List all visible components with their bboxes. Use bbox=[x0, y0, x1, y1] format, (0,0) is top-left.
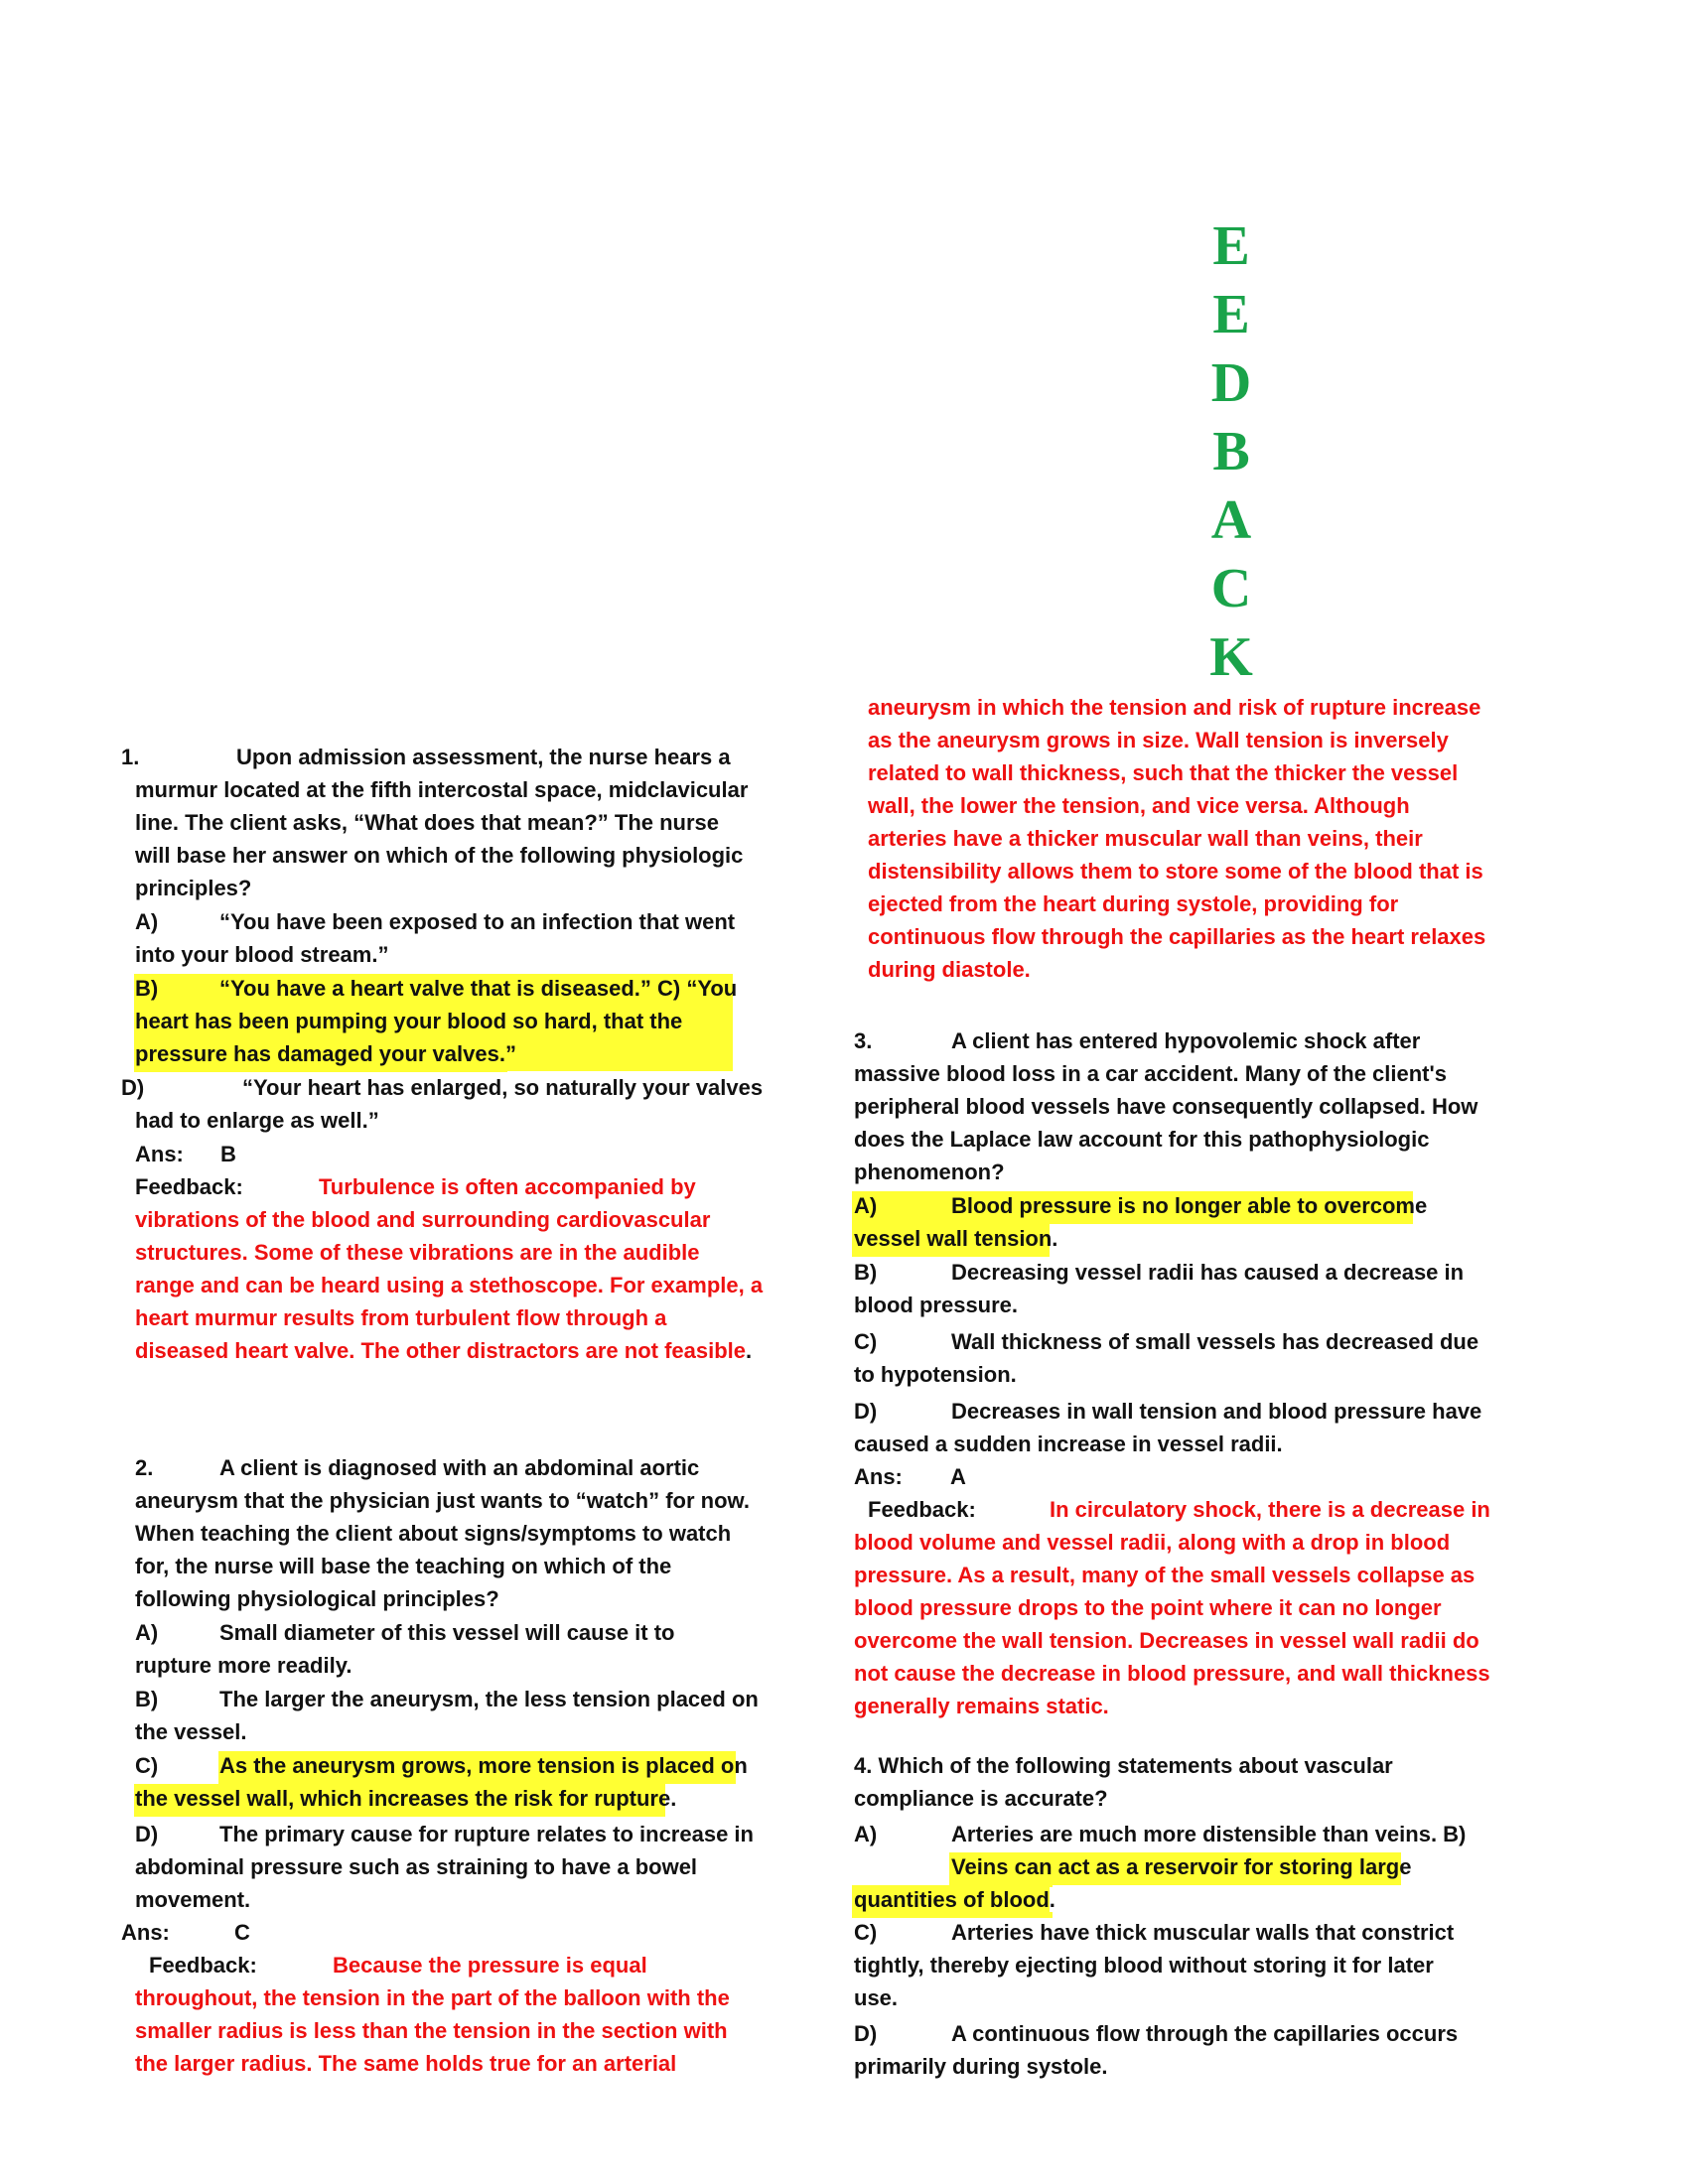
option-text: the vessel. bbox=[135, 1719, 247, 1744]
feedback-text: blood pressure drops to the point where it can no longer bbox=[854, 1595, 1442, 1620]
answer-label: Ans: bbox=[121, 1920, 170, 1945]
feedback-label: Feedback: bbox=[135, 1174, 243, 1199]
option-label: C) bbox=[854, 1329, 878, 1354]
feedback-text: arteries have a thicker muscular wall than veins, their bbox=[868, 826, 1423, 851]
option-text: quantities of blood bbox=[854, 1887, 1050, 1912]
option-label: B) bbox=[135, 1687, 159, 1711]
option-period: . bbox=[1049, 1887, 1055, 1912]
option-text: The larger the aneurysm, the less tension placed on bbox=[219, 1687, 759, 1711]
feedback-text: throughout, the tension in the part of the balloon with the bbox=[135, 1985, 730, 2010]
feedback-text: diseased heart valve. The other distractors are not feasible bbox=[135, 1338, 747, 1363]
option-text: movement. bbox=[135, 1887, 251, 1912]
option-text: Decreasing vessel radii has caused a decrease in bbox=[951, 1260, 1465, 1285]
option-period: . bbox=[670, 1786, 677, 1811]
feedback-letter: D bbox=[1210, 352, 1252, 414]
answer-label: Ans: bbox=[135, 1142, 184, 1166]
answer-value: A bbox=[950, 1464, 966, 1489]
option-text: “You have a heart valve that is diseased.” C) “You bbox=[219, 976, 738, 1001]
question-stem-line: will base her answer on which of the following physiologic bbox=[135, 843, 744, 868]
feedback-text: pressure. As a result, many of the small vessels collapse as bbox=[854, 1563, 1476, 1587]
feedback-letter: E bbox=[1212, 284, 1250, 345]
feedback-letter: K bbox=[1209, 626, 1253, 688]
option-text: abdominal pressure such as straining to have a bowel bbox=[135, 1854, 698, 1879]
question-stem-line: murmur located at the fifth intercostal space, midclavicular bbox=[135, 777, 749, 802]
feedback-text: as the aneurysm grows in size. Wall tension is inversely bbox=[868, 728, 1449, 752]
option-text: tightly, thereby ejecting blood without storing it for later bbox=[854, 1953, 1434, 1978]
feedback-text: heart murmur results from turbulent flow through a bbox=[135, 1305, 667, 1330]
question-stem-line: does the Laplace law account for this pathophysiologic bbox=[854, 1127, 1430, 1152]
feedback-letter: C bbox=[1210, 558, 1252, 619]
feedback-text: the larger radius. The same holds true for an arterial bbox=[135, 2051, 677, 2076]
question-stem-line: 4. Which of the following statements about vascular bbox=[854, 1753, 1393, 1778]
option-text: Blood pressure is no longer able to overcome bbox=[951, 1193, 1428, 1218]
question-stem-line: principles? bbox=[135, 876, 252, 900]
question-number: 2. bbox=[135, 1455, 154, 1480]
feedback-vertical-heading bbox=[1182, 212, 1281, 692]
question-stem-line: following physiological principles? bbox=[135, 1586, 499, 1611]
feedback-text: not cause the decrease in blood pressure, and wall thickness bbox=[854, 1661, 1490, 1686]
feedback-letter: E bbox=[1212, 215, 1250, 277]
option-text: vessel wall tension. bbox=[854, 1226, 1058, 1251]
option-text: into your blood stream.” bbox=[135, 942, 389, 967]
feedback-text: during diastole. bbox=[868, 957, 1031, 982]
question-stem-line: massive blood loss in a car accident. Many of the client's bbox=[854, 1061, 1447, 1086]
feedback-text: related to wall thickness, such that the thicker the vessel bbox=[868, 760, 1459, 785]
option-text: pressure has damaged your valves.” bbox=[135, 1041, 516, 1066]
feedback-text: In circulatory shock, there is a decrease in bbox=[1050, 1497, 1490, 1522]
option-label: A) bbox=[135, 1620, 159, 1645]
feedback-text: wall, the lower the tension, and vice versa. Although bbox=[868, 793, 1410, 818]
answer-value: B bbox=[220, 1142, 236, 1166]
feedback-text: generally remains static. bbox=[854, 1694, 1109, 1718]
feedback-text: aneurysm in which the tension and risk of rupture increase bbox=[868, 695, 1481, 720]
option-text: Arteries have thick muscular walls that constrict bbox=[951, 1920, 1455, 1945]
option-label: B) bbox=[854, 1260, 878, 1285]
feedback-letter: A bbox=[1210, 489, 1252, 551]
option-text: blood pressure. bbox=[854, 1293, 1019, 1317]
option-text: use. bbox=[854, 1985, 899, 2010]
question-stem-line: Upon admission assessment, the nurse hears a bbox=[236, 745, 731, 769]
feedback-text: smaller radius is less than the tension in the section with bbox=[135, 2018, 728, 2043]
option-label: A) bbox=[854, 1193, 878, 1218]
option-text: the vessel wall, which increases the risk for rupture bbox=[135, 1786, 671, 1811]
option-text: to hypotension. bbox=[854, 1362, 1017, 1387]
question-number: 1. bbox=[121, 745, 140, 769]
answer-value: C bbox=[234, 1920, 250, 1945]
question-stem-line: line. The client asks, “What does that mean?” The nurse bbox=[135, 810, 720, 835]
feedback-label: Feedback: bbox=[868, 1497, 976, 1522]
option-label: D) bbox=[135, 1822, 159, 1846]
option-text: A continuous flow through the capillaries occurs bbox=[951, 2021, 1459, 2046]
question-stem-line: phenomenon? bbox=[854, 1160, 1005, 1184]
option-text: Arteries are much more distensible than veins. B) bbox=[951, 1822, 1467, 1846]
option-text-line bbox=[854, 1883, 1055, 1916]
feedback-text: vibrations of the blood and surrounding cardiovascular bbox=[135, 1207, 711, 1232]
option-label: D) bbox=[854, 2021, 878, 2046]
question-stem-line: When teaching the client about signs/symptoms to watch bbox=[135, 1521, 732, 1546]
feedback-text: Because the pressure is equal bbox=[333, 1953, 647, 1978]
option-label: B) bbox=[135, 976, 159, 1001]
feedback-text: continuous flow through the capillaries as the heart relaxes bbox=[868, 924, 1486, 949]
feedback-text: overcome the wall tension. Decreases in vessel wall radii do bbox=[854, 1628, 1479, 1653]
feedback-label: Feedback: bbox=[149, 1953, 257, 1978]
option-text: caused a sudden increase in vessel radii. bbox=[854, 1432, 1283, 1456]
option-text: Decreases in wall tension and blood pressure have bbox=[951, 1399, 1482, 1424]
feedback-text: range and can be heard using a stethoscope. For example, a bbox=[135, 1273, 764, 1297]
option-text: heart has been pumping your blood so hard, that the bbox=[135, 1009, 683, 1033]
option-label: D) bbox=[121, 1075, 145, 1100]
option-text: Small diameter of this vessel will cause it to bbox=[219, 1620, 675, 1645]
option-text: primarily during systole. bbox=[854, 2054, 1108, 2079]
question-stem-line: compliance is accurate? bbox=[854, 1786, 1108, 1811]
feedback-text: structures. Some of these vibrations are in the audible bbox=[135, 1240, 700, 1265]
option-text-line bbox=[135, 1782, 676, 1815]
option-label: D) bbox=[854, 1399, 878, 1424]
option-text: Wall thickness of small vessels has decreased due bbox=[951, 1329, 1479, 1354]
option-label: C) bbox=[135, 1753, 159, 1778]
answer-label: Ans: bbox=[854, 1464, 903, 1489]
question-stem-line: A client is diagnosed with an abdominal aortic bbox=[219, 1455, 700, 1480]
option-label: C) bbox=[854, 1920, 878, 1945]
option-text: Veins can act as a reservoir for storing large bbox=[951, 1854, 1412, 1879]
feedback-text: blood volume and vessel radii, along with a drop in blood bbox=[854, 1530, 1451, 1555]
question-stem-line: A client has entered hypovolemic shock after bbox=[951, 1028, 1421, 1053]
question-stem-line: aneurysm that the physician just wants to “watch” for now. bbox=[135, 1488, 750, 1513]
feedback-text: ejected from the heart during systole, providing for bbox=[868, 891, 1399, 916]
option-text: had to enlarge as well.” bbox=[135, 1108, 379, 1133]
feedback-period: . bbox=[746, 1338, 753, 1363]
question-stem-line: for, the nurse will base the teaching on which of the bbox=[135, 1554, 672, 1578]
question-number: 3. bbox=[854, 1028, 873, 1053]
option-text: rupture more readily. bbox=[135, 1653, 352, 1678]
option-text: The primary cause for rupture relates to increase in bbox=[219, 1822, 754, 1846]
option-label: A) bbox=[854, 1822, 878, 1846]
option-text: “Your heart has enlarged, so naturally your valves bbox=[242, 1075, 764, 1100]
feedback-letter: B bbox=[1212, 421, 1250, 482]
feedback-text: distensibility allows them to store some of the blood that is bbox=[868, 859, 1483, 884]
option-label: A) bbox=[135, 909, 159, 934]
option-text: As the aneurysm grows, more tension is placed on bbox=[219, 1753, 748, 1778]
feedback-text: Turbulence is often accompanied by bbox=[319, 1174, 696, 1199]
feedback-line bbox=[135, 1334, 752, 1367]
question-stem-line: peripheral blood vessels have consequently collapsed. How bbox=[854, 1094, 1478, 1119]
option-text: “You have been exposed to an infection that went bbox=[219, 909, 736, 934]
